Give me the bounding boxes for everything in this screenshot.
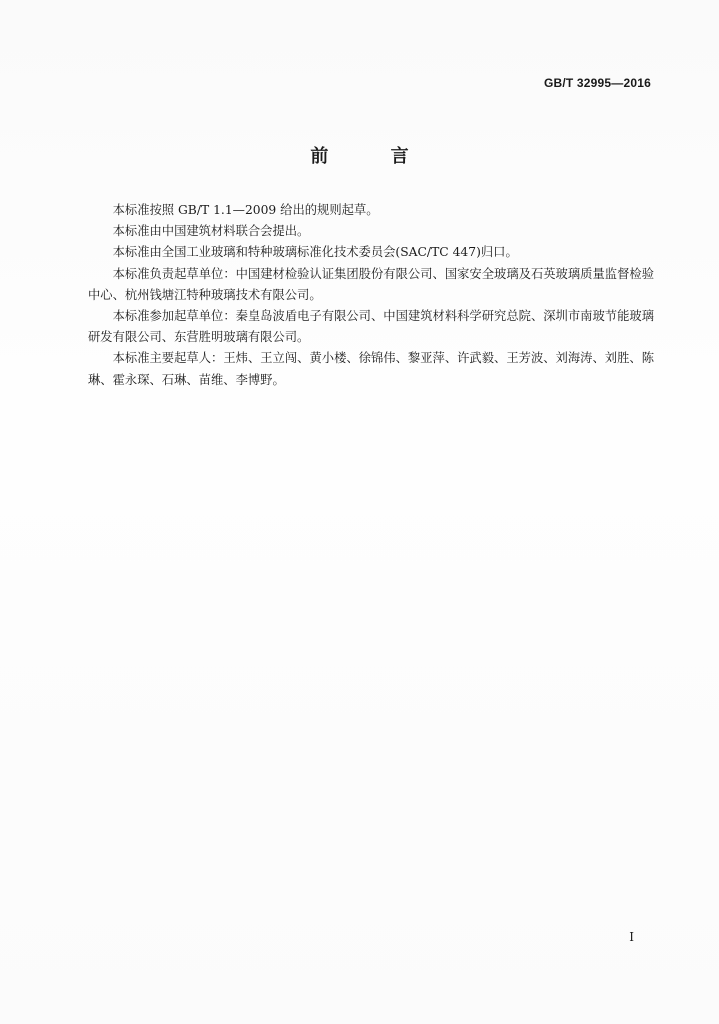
paragraph-drafting-rules: 本标准按照 GB/T 1.1—2009 给出的规则起草。 (112, 203, 379, 217)
paragraph-committee: 本标准由全国工业玻璃和特种玻璃标准化技术委员会(SAC/TC 447)归口。 (112, 245, 518, 260)
paragraph-lead-drafters: 本标准负责起草单位：中国建材检验认证集团股份有限公司、国家安全玻璃及石英玻璃质量监督检验中心、杭州钱塘江特种玻璃技术有限公司。 (88, 266, 654, 302)
paragraph-proposer: 本标准由中国建筑材料联合会提出。 (112, 224, 310, 239)
document-body (88, 200, 654, 391)
paragraph-main-authors: 本标准主要起草人：王炜、王立闯、黄小楼、徐锦伟、黎亚萍、许武毅、王芳波、刘海涛、刘胜、陈琳、霍永琛、石琳、苗维、李博野。 (88, 351, 654, 387)
page-number: I (629, 930, 634, 944)
page-title: 前 言 (310, 146, 437, 167)
standard-code: GB/T 32995—2016 (543, 76, 651, 90)
paragraph-participating-drafters: 本标准参加起草单位：秦皇岛波盾电子有限公司、中国建筑材料科学研究总院、深圳市南玻节能玻璃研发有限公司、东营胜明玻璃有限公司。 (88, 309, 654, 345)
